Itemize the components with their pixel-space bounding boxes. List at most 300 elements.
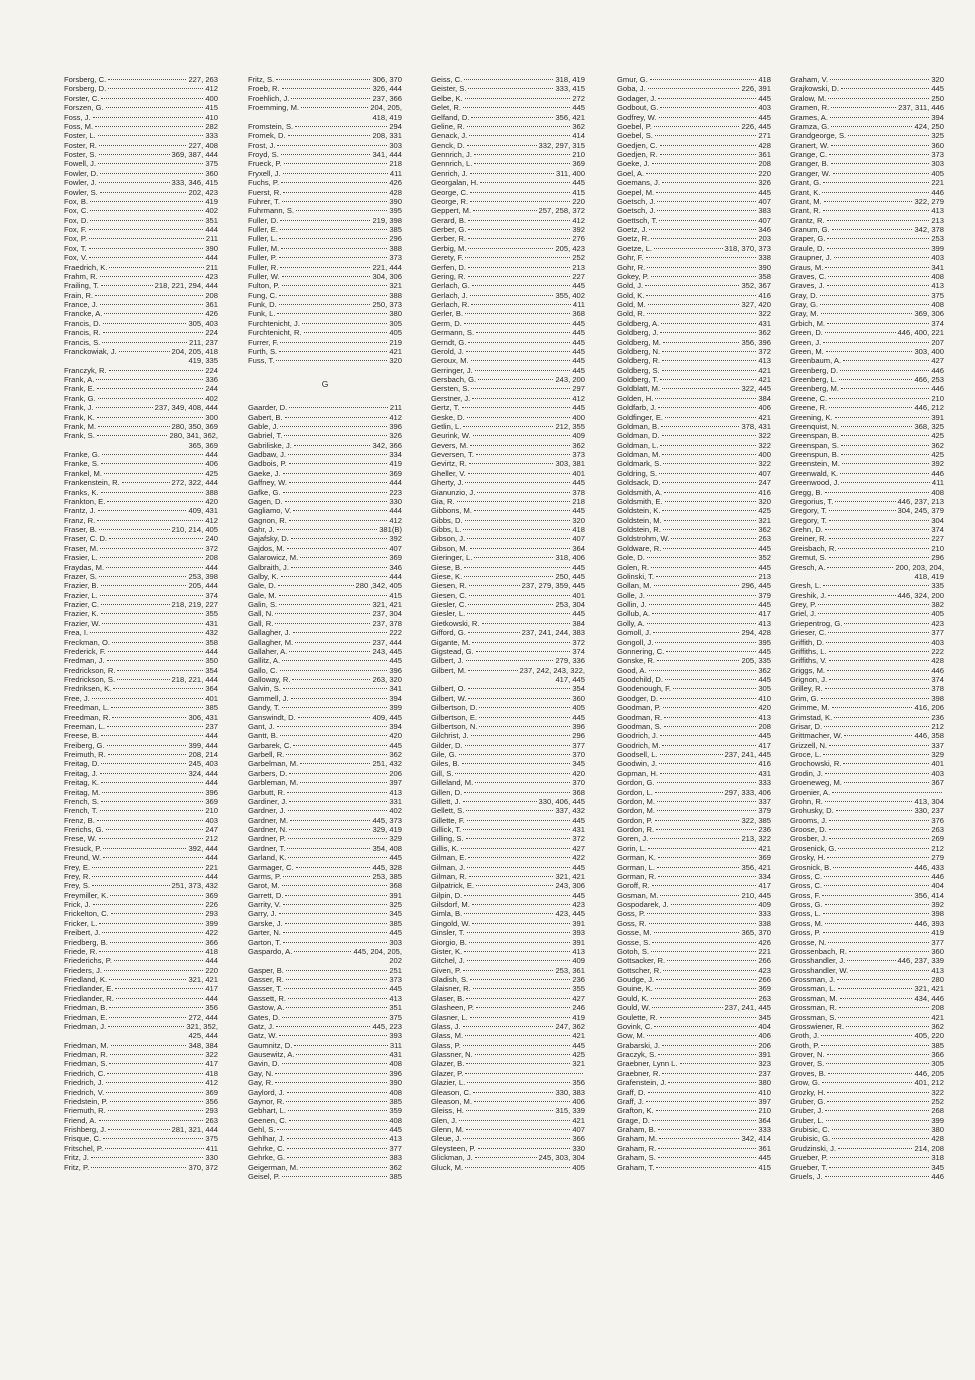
entry-pages: 415 [758,1162,771,1172]
dot-leader [275,1073,387,1074]
dot-leader [471,117,553,118]
index-entry [248,863,402,872]
entry-name: Gelbe, K. [431,93,463,103]
entry-pages: 252 [572,253,585,263]
index-entry [431,928,585,937]
dot-leader [300,1167,387,1168]
dot-leader [651,276,757,277]
dot-leader [658,407,756,408]
index-entry [64,881,218,890]
index-entry [431,347,585,356]
entry-pages: 446, 205 [914,1068,944,1078]
entry-name: Gillis, K. [431,843,459,853]
dot-leader [827,323,929,324]
entry-name: Gagen, D. [248,496,283,506]
entry-pages: 250 [931,93,944,103]
entry-pages: 413 [758,618,771,628]
entry-pages: 266 [758,956,771,966]
dot-leader [832,1129,930,1130]
dot-leader [463,1045,571,1046]
entry-pages: 444 [205,253,218,263]
dot-leader [99,838,204,839]
entry-pages: 206 [389,768,402,778]
entry-pages: 221 [931,178,944,188]
entry-name: Fuss, T. [248,356,275,366]
dot-leader [823,913,930,914]
dot-leader [829,651,930,652]
index-entry [431,169,585,178]
index-entry [64,413,218,422]
entry-name: Greenspan, S. [790,440,839,450]
entry-pages: 383 [758,206,771,216]
entry-pages: 370, 372 [188,1162,218,1172]
entry-pages: 247 [205,825,218,834]
entry-name: Green, J. [790,337,822,347]
entry-pages: 218 [572,496,585,506]
entry-name: Gasser, R. [248,975,284,985]
dot-leader [831,107,896,108]
index-entry [64,403,218,412]
index-entry [248,975,402,984]
entry-name: Gingold, W. [431,918,471,928]
dot-leader [91,1167,186,1168]
entry-pages: 374 [205,590,218,600]
entry-name: Fuller, E. [248,225,278,234]
index-entry [617,731,771,740]
entry-pages: 210 [931,393,944,403]
index-entry [64,131,218,140]
dot-leader [820,295,930,296]
dot-leader [841,426,912,427]
entry-name: Garbarek, C. [248,740,292,750]
entry-pages: 368, 325 [914,421,944,431]
index-entry [790,244,944,253]
entry-name: Greenwald, K. [790,468,839,478]
dot-leader [660,107,756,108]
entry-pages: 364 [572,543,585,553]
dot-leader [463,529,570,530]
dot-leader [103,332,204,333]
dot-leader [279,304,371,305]
dot-leader [99,145,187,146]
dot-leader [109,267,203,268]
entry-pages: 408 [389,1115,402,1125]
entry-pages: 407 [572,1125,585,1134]
entry-pages: 415 [389,590,402,600]
index-entry [617,150,771,159]
dot-leader [841,435,929,436]
entry-name: Gagliamo, V. [248,506,292,516]
index-entry [64,853,218,862]
entry-pages: 210 [205,806,218,816]
dot-leader [466,1063,570,1064]
entry-name: Gray, M. [790,309,819,319]
entry-name: Grames, A. [790,112,828,122]
entry-page-continuation: 425, 444 [188,1031,218,1041]
dot-leader [828,1073,913,1074]
dot-leader [663,463,756,464]
entry-pages: 421 [758,412,771,422]
entry-pages: 341 [931,262,944,272]
index-entry [617,1003,771,1012]
entry-name: Frueck, P. [248,159,282,169]
entry-pages: 391 [389,890,402,900]
index-entry [431,666,585,675]
dot-leader [288,857,387,858]
entry-name: Gale, D. [248,581,276,591]
entry-pages: 399 [205,918,218,928]
dot-leader [825,904,930,905]
entry-pages: 413 [389,787,402,797]
entry-name: Grey, P. [790,600,817,609]
entry-name: Gabriliske, J. [248,440,292,450]
dot-leader [285,501,388,502]
index-entry [790,422,944,431]
index-entry [790,1134,944,1143]
entry-name: Gale, M. [248,590,277,600]
index-entry [248,872,402,881]
dot-leader [471,304,570,305]
entry-name: Goldberg, M. [617,337,661,347]
entry-name: Gold, M. [617,300,646,309]
dot-leader [468,267,570,268]
entry-pages: 369 [205,796,218,806]
entry-name: Gilpin, D. [431,890,463,900]
index-entry [64,1041,218,1050]
entry-name: Giorgio, B. [431,937,467,947]
index-entry [790,1069,944,1078]
index-entry [248,666,402,675]
entry-pages: 405 [931,168,944,178]
index-entry [617,853,771,862]
dot-leader [473,435,571,436]
entry-name: Garrity, V. [248,900,281,910]
entry-pages: 253, 398 [188,571,218,581]
dot-leader [841,454,929,455]
entry-name: Goel, A. [617,168,645,178]
entry-name: Gresch, A. [790,562,826,572]
entry-pages: 240 [205,534,218,544]
entry-name: Giesler, C. [431,600,467,609]
entry-pages: 213 [931,215,944,225]
entry-pages: 409, 445 [372,712,402,722]
index-entry [790,1116,944,1125]
index-entry [431,1116,585,1125]
entry-pages: 220 [572,196,585,206]
entry-name: Gadbois, P. [248,459,287,469]
index-entry [790,309,944,318]
dot-leader [280,426,387,427]
dot-leader [657,782,757,783]
entry-pages: 445 [572,356,585,366]
index-entry [790,131,944,140]
dot-leader [92,698,204,699]
dot-leader [466,1129,570,1130]
index-entry [431,197,585,206]
entry-name: Fox, T. [64,243,87,253]
entry-name: Gilman, E. [431,853,467,863]
index-entry [64,375,218,384]
entry-name: Grosswiener, R. [790,1021,845,1031]
entry-pages: 376 [931,815,944,825]
dot-leader [283,932,387,933]
entry-pages: 334 [758,871,771,881]
entry-name: Gollub, A. [617,609,650,619]
entry-pages: 237, 241, 445 [724,750,771,759]
entry-name: Germann, S. [431,328,475,338]
entry-pages: 446 [931,384,944,394]
index-entry [431,488,585,497]
entry-name: Goebel, P. [617,121,652,131]
entry-name: Gister, K. [431,946,463,956]
dot-leader [465,1073,583,1074]
entry-name: Gregory, T. [790,515,827,525]
entry-pages: 412 [205,515,218,525]
index-entry [431,103,585,112]
entry-name: Goodchild, D. [617,675,664,684]
dot-leader [467,960,571,961]
entry-name: Gajafsky, D. [248,534,289,544]
index-entry [431,159,585,168]
index-entry [790,225,944,234]
index-entry [617,159,771,168]
dot-leader [99,951,203,952]
entry-pages: 200, 203, 204, [895,562,944,572]
dot-leader [292,679,370,680]
entry-pages: 351 [389,1003,402,1013]
index-entry [248,984,402,993]
entry-name: Glazier, L. [431,1078,466,1088]
dot-leader [282,707,388,708]
index-entry [248,938,402,947]
index-entry [64,450,218,459]
index-entry [248,338,402,347]
entry-pages: 426 [205,309,218,319]
entry-pages: 392 [931,459,944,469]
entry-pages: 418 [205,1068,218,1078]
entry-name: Golinski, T. [617,571,654,581]
entry-name: Gerety, F. [431,253,464,263]
entry-pages: 322, 385 [741,815,771,825]
dot-leader [294,445,371,446]
entry-name: Froyd, S. [248,150,279,159]
dot-leader [280,229,387,230]
entry-pages: 263 [758,534,771,544]
entry-name: Grueber, P. [790,1153,828,1163]
dot-leader [97,820,204,821]
entry-name: Frishberg, J. [64,1125,107,1134]
index-entry [617,534,771,543]
entry-name: Goldfarb, J. [617,403,657,413]
entry-name: Freeman, L. [64,721,105,731]
entry-pages: 325 [931,131,944,141]
dot-leader [663,707,757,708]
entry-name: Frasier, L. [64,553,98,563]
entry-name: Greenberg, D. [790,365,839,375]
entry-name: Forszen, G. [64,103,104,113]
dot-leader [298,717,371,718]
dot-leader [279,351,387,352]
dot-leader [97,435,168,436]
entry-name: Fraser, B. [64,525,97,534]
index-entry [248,759,402,768]
entry-pages: 362 [572,121,585,131]
index-entry [64,563,218,572]
index-entry [64,206,218,215]
dot-leader [100,595,204,596]
entry-name: Galin, S. [248,600,278,610]
dot-leader [650,79,757,80]
entry-name: Frisque, C. [64,1134,102,1144]
entry-pages: 219, 398 [372,215,402,225]
dot-leader [472,642,570,643]
entry-pages: 224 [205,328,218,338]
index-entry [64,947,218,956]
entry-name: Grage, D. [617,1115,650,1125]
index-entry [431,291,585,300]
entry-pages: 227 [931,534,944,544]
dot-leader [466,838,571,839]
dot-leader [829,154,929,155]
entry-name: Grange, C. [790,150,828,159]
dot-leader [828,276,929,277]
index-entry [790,816,944,825]
index-entry [64,534,218,543]
entry-name: Grochowski, R. [790,759,842,769]
entry-page-continuation: 202 [389,956,402,966]
index-entry [64,919,218,928]
dot-leader [480,182,570,183]
index-entry [64,816,218,825]
entry-name: Godfrey, W. [617,112,657,122]
dot-leader [645,285,739,286]
index-entry [64,713,218,722]
entry-pages: 369 [572,159,585,169]
index-entry [617,84,771,93]
entry-name: Freitag, J. [64,768,98,778]
dot-leader [651,238,756,239]
entry-pages: 445 [758,187,771,197]
dot-leader [107,745,187,746]
index-entry [617,291,771,300]
index-column-3 [431,75,585,1172]
entry-name: Georgalan, H. [431,178,479,188]
index-entry [431,1050,585,1059]
entry-name: Gersbach, G. [431,375,477,384]
entry-pages: 445 [758,112,771,122]
index-entry [248,1088,402,1097]
entry-name: Fox, B. [64,196,89,206]
entry-name: Gerringer, J. [431,365,473,375]
dot-leader [823,932,930,933]
dot-leader [823,342,929,343]
dot-leader [95,295,203,296]
dot-leader [287,848,370,849]
entry-name: Gold, J. [617,281,644,291]
entry-name: Grieser, C. [790,628,827,638]
index-entry [790,197,944,206]
entry-pages: 418 [205,946,218,956]
entry-name: Free, J. [64,693,90,703]
index-entry [248,516,402,525]
entry-name: Frey, S. [64,881,91,891]
entry-name: Gresh, L. [790,581,822,591]
index-entry [64,1125,218,1134]
entry-pages: 407 [572,534,585,544]
index-entry [617,638,771,647]
dot-leader [476,651,571,652]
entry-name: Gabriel, T. [248,431,283,441]
entry-name: Greshik, J. [790,590,827,600]
entry-name: Gitchel, J. [431,956,465,966]
index-entry [617,769,771,778]
dot-leader [112,717,186,718]
entry-name: Greenspan, B. [790,431,839,441]
index-entry [431,834,585,843]
index-entry [617,75,771,84]
entry-pages: 409 [572,956,585,966]
index-entry [790,169,944,178]
entry-name: Frenz, B. [64,815,95,825]
index-entry [64,281,218,290]
index-entry [64,1022,218,1031]
entry-name: Garter, N. [248,928,281,938]
index-entry [64,422,218,431]
entry-pages: 321 [389,281,402,291]
entry-pages: 406 [205,459,218,469]
entry-name: Greiner, R. [790,534,827,544]
index-entry [248,966,402,975]
entry-name: Gleue, J. [431,1134,462,1144]
dot-leader [467,867,570,868]
entry-pages: 294, 428 [741,628,771,638]
entry-pages: 446 [931,871,944,881]
entry-pages: 378, 431 [741,421,771,431]
dot-leader [827,220,930,221]
entry-name: Gorin, L. [617,843,647,853]
entry-pages: 409 [572,431,585,441]
entry-name: Grant, R. [790,206,821,216]
entry-pages: 326, 444 [372,84,402,94]
index-entry [790,291,944,300]
entry-pages: 446 [931,1171,944,1181]
dot-leader [108,1129,169,1130]
dot-leader [464,323,571,324]
entry-name: Franke, G. [64,450,100,459]
entry-pages: 396 [389,421,402,431]
entry-pages: 411 [931,478,944,488]
index-entry [617,591,771,600]
dot-leader [823,210,930,211]
entry-name: Goldman, L. [617,440,659,450]
entry-pages: 397 [758,1096,771,1106]
entry-pages: 208 [205,553,218,563]
entry-pages: 396 [389,665,402,675]
entry-pages: 370 [572,778,585,788]
dot-leader [825,923,913,924]
entry-name: Goss, R. [617,918,647,928]
entry-pages: 296 [389,234,402,244]
dot-leader [97,388,204,389]
entry-pages: 404 [758,1021,771,1031]
entry-name: Goudge, J. [617,975,655,984]
index-entry [790,1097,944,1106]
entry-name: Gering, R. [431,271,466,281]
index-entry [790,684,944,693]
entry-pages: 305, 403 [188,318,218,328]
dot-leader [665,417,756,418]
dot-leader [301,107,368,108]
